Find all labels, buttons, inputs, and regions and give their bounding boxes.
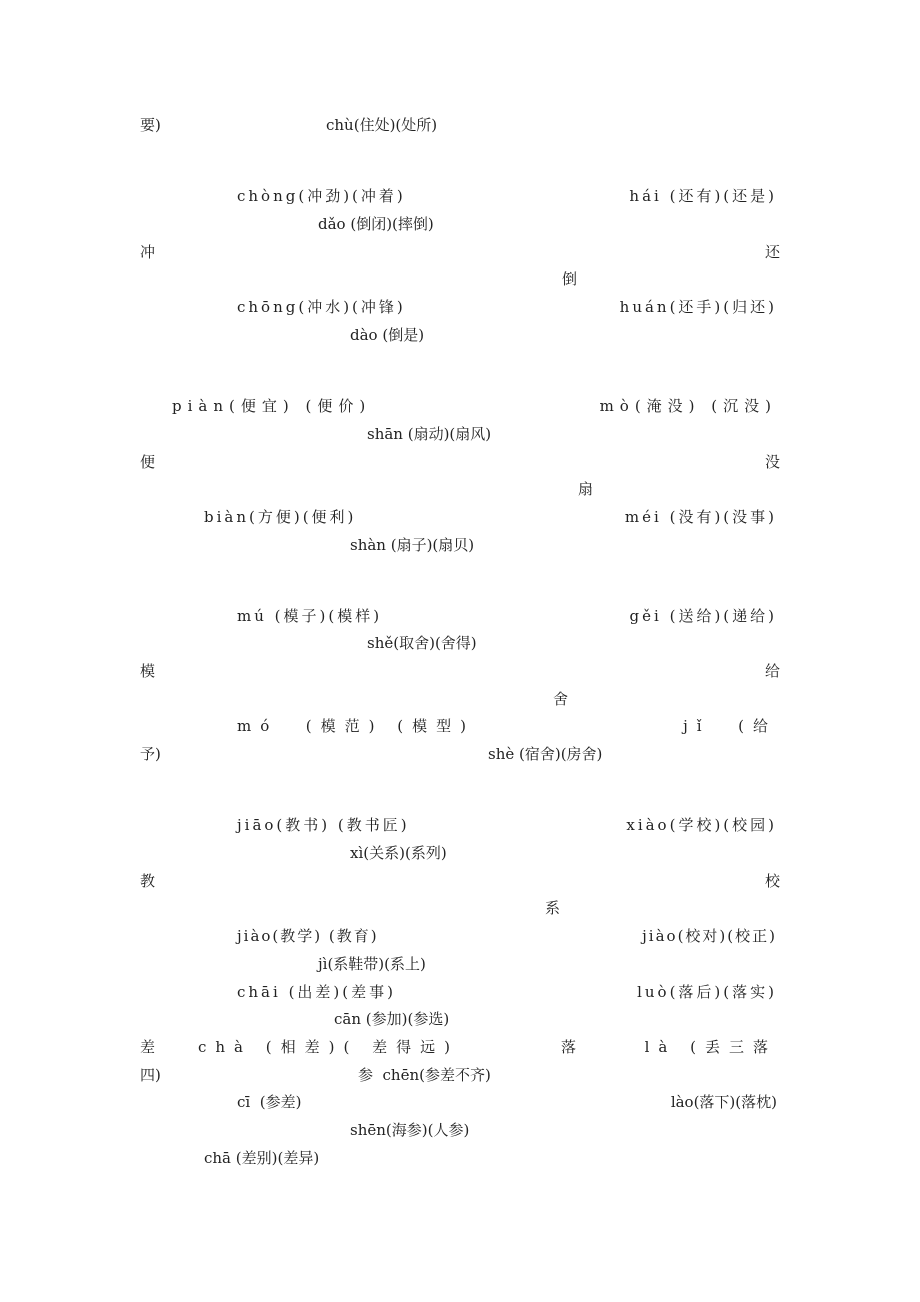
text-line: shě(取舍)(舍得) bbox=[367, 634, 477, 652]
text-line: xiào(学校)(校园) bbox=[626, 816, 777, 834]
text-line: 予) bbox=[140, 745, 161, 763]
text-line: lào(落下)(落枕) bbox=[670, 1093, 777, 1111]
text-line: dǎo (倒闭)(摔倒) bbox=[318, 215, 434, 233]
text-line: gěi (送给)(递给) bbox=[629, 607, 777, 625]
text-line: méi (没有)(没事) bbox=[624, 508, 777, 526]
text-line: shè (宿舍)(房舍) bbox=[488, 745, 603, 763]
text-line: piàn(便宜) (便价) bbox=[172, 397, 372, 415]
text-line: jiào(教学) (教育) bbox=[237, 927, 379, 945]
text-line: dào (倒是) bbox=[350, 326, 425, 344]
text-line: chāi (出差)(差事) bbox=[237, 983, 396, 1001]
text-line: chà (相差)( 差得远) bbox=[198, 1038, 459, 1056]
text-line: biàn(方便)(便利) bbox=[204, 508, 357, 526]
text-line: huán(还手)(归还) bbox=[619, 298, 777, 316]
text-line: 便 bbox=[140, 453, 156, 471]
text-line: shēn(海参)(人参) bbox=[350, 1121, 470, 1139]
text-line: jì(系鞋带)(系上) bbox=[318, 955, 426, 973]
text-line: 校 bbox=[765, 872, 781, 890]
text-line: 舍 bbox=[553, 690, 569, 708]
text-line: cī (参差) bbox=[237, 1093, 302, 1111]
text-line: 教 bbox=[140, 872, 156, 890]
text-line: 要) bbox=[140, 116, 161, 134]
text-line: mú (模子)(模样) bbox=[237, 607, 383, 625]
text-line: 四) bbox=[140, 1066, 161, 1084]
text-line: jǐ (给 bbox=[683, 717, 777, 735]
text-line: 模 bbox=[140, 662, 156, 680]
text-line: jiāo(教书) (教书匠) bbox=[237, 816, 410, 834]
text-line: 参 chēn(参差不齐) bbox=[358, 1066, 491, 1084]
text-line: luò(落后)(落实) bbox=[637, 983, 777, 1001]
text-line: xì(关系)(系列) bbox=[350, 844, 447, 862]
text-line: mó (模范) (模型) bbox=[237, 717, 475, 735]
text-line: là (丢三落 bbox=[644, 1038, 777, 1056]
text-line: 没 bbox=[765, 453, 781, 471]
text-line: chòng(冲劲)(冲着) bbox=[237, 187, 406, 205]
text-line: 差 bbox=[140, 1038, 156, 1056]
text-line: 系 bbox=[545, 899, 561, 917]
text-line: 还 bbox=[765, 243, 781, 261]
text-line: jiào(校对)(校正) bbox=[642, 927, 777, 945]
text-line: chù(住处)(处所) bbox=[326, 116, 438, 134]
text-line: shàn (扇子)(扇贝) bbox=[350, 536, 475, 554]
text-line: mò(淹没) (沉没) bbox=[599, 397, 777, 415]
text-line: chōng(冲水)(冲锋) bbox=[237, 298, 406, 316]
text-line: 倒 bbox=[562, 270, 578, 288]
text-line: cān (参加)(参选) bbox=[334, 1010, 450, 1028]
text-line: chā (差别)(差异) bbox=[204, 1149, 320, 1167]
text-line: shān (扇动)(扇风) bbox=[367, 425, 492, 443]
text-line: 给 bbox=[765, 662, 781, 680]
text-line: hái (还有)(还是) bbox=[629, 187, 777, 205]
text-line: 冲 bbox=[140, 243, 156, 261]
text-line: 落 bbox=[561, 1038, 577, 1056]
text-line: 扇 bbox=[578, 480, 594, 498]
